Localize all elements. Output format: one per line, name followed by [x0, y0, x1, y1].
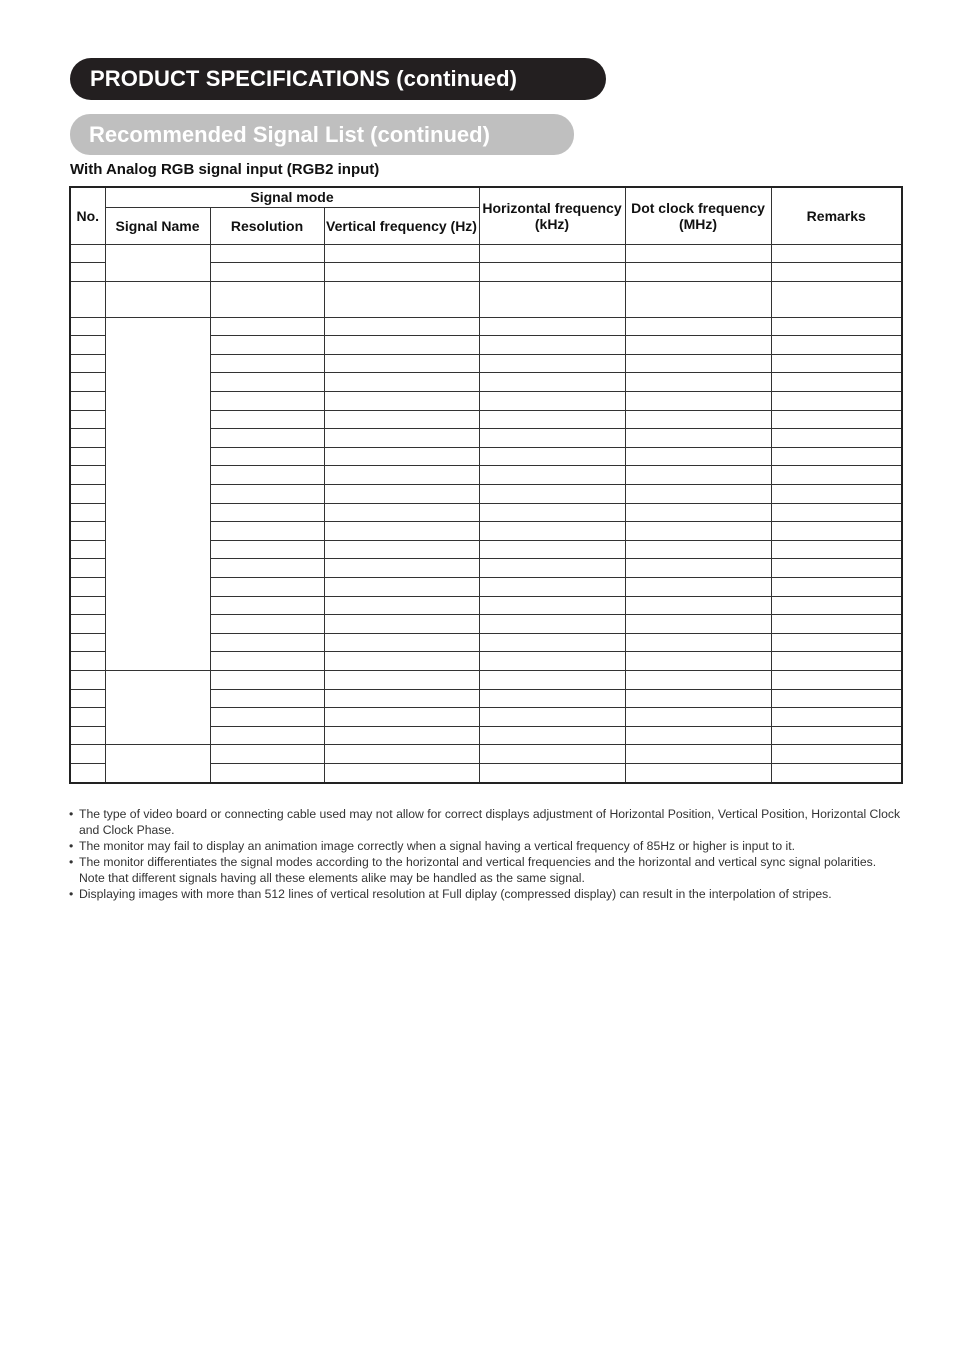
cell-resolution	[210, 670, 324, 689]
cell-vertical-frequency	[324, 281, 479, 317]
cell-dot-clock-frequency	[625, 466, 771, 485]
cell-remarks	[771, 485, 902, 504]
cell-dot-clock-frequency	[625, 708, 771, 727]
cell-remarks	[771, 281, 902, 317]
cell-no	[70, 708, 105, 727]
cell-horizontal-frequency	[479, 281, 625, 317]
bullet: •	[69, 807, 74, 821]
cell-dot-clock-frequency	[625, 410, 771, 429]
cell-horizontal-frequency	[479, 615, 625, 634]
cell-resolution	[210, 447, 324, 466]
cell-remarks	[771, 670, 902, 689]
cell-remarks	[771, 244, 902, 263]
cell-dot-clock-frequency	[625, 540, 771, 559]
cell-horizontal-frequency	[479, 373, 625, 392]
cell-resolution	[210, 485, 324, 504]
cell-no	[70, 578, 105, 597]
cell-remarks	[771, 615, 902, 634]
cell-vertical-frequency	[324, 578, 479, 597]
cell-no	[70, 615, 105, 634]
cell-dot-clock-frequency	[625, 726, 771, 745]
cell-vertical-frequency	[324, 429, 479, 448]
cell-remarks	[771, 354, 902, 373]
cell-resolution	[210, 763, 324, 782]
cell-resolution	[210, 317, 324, 336]
cell-horizontal-frequency	[479, 745, 625, 764]
cell-vertical-frequency	[324, 466, 479, 485]
cell-dot-clock-frequency	[625, 652, 771, 671]
cell-dot-clock-frequency	[625, 615, 771, 634]
cell-horizontal-frequency	[479, 726, 625, 745]
cell-vertical-frequency	[324, 633, 479, 652]
cell-horizontal-frequency	[479, 410, 625, 429]
header-resolution: Resolution	[210, 207, 324, 244]
note-item	[69, 806, 905, 838]
cell-dot-clock-frequency	[625, 317, 771, 336]
cell-remarks	[771, 689, 902, 708]
cell-horizontal-frequency	[479, 763, 625, 782]
table-row	[70, 670, 902, 689]
cell-dot-clock-frequency	[625, 336, 771, 355]
cell-signal-name	[105, 670, 210, 744]
cell-no	[70, 522, 105, 541]
cell-remarks	[771, 429, 902, 448]
cell-remarks	[771, 726, 902, 745]
cell-resolution	[210, 354, 324, 373]
cell-remarks	[771, 410, 902, 429]
cell-resolution	[210, 281, 324, 317]
note-item	[69, 854, 905, 886]
cell-dot-clock-frequency	[625, 447, 771, 466]
note-item	[69, 838, 905, 854]
cell-no	[70, 596, 105, 615]
cell-no	[70, 726, 105, 745]
cell-vertical-frequency	[324, 596, 479, 615]
table-row	[70, 281, 902, 317]
cell-signal-name	[105, 317, 210, 670]
cell-horizontal-frequency	[479, 522, 625, 541]
cell-resolution	[210, 559, 324, 578]
cell-remarks	[771, 540, 902, 559]
cell-vertical-frequency	[324, 354, 479, 373]
cell-resolution	[210, 410, 324, 429]
cell-horizontal-frequency	[479, 447, 625, 466]
note-text: The monitor may fail to display an animation image correctly when a signal having a vertical frequency of 85Hz or higher is input to it.	[79, 839, 796, 853]
cell-remarks	[771, 708, 902, 727]
cell-horizontal-frequency	[479, 578, 625, 597]
cell-remarks	[771, 373, 902, 392]
header-vertical-frequency: Vertical frequency (Hz)	[324, 207, 479, 244]
table-header	[70, 187, 902, 244]
cell-resolution	[210, 726, 324, 745]
cell-dot-clock-frequency	[625, 244, 771, 263]
cell-resolution	[210, 708, 324, 727]
cell-resolution	[210, 336, 324, 355]
cell-dot-clock-frequency	[625, 596, 771, 615]
cell-dot-clock-frequency	[625, 670, 771, 689]
cell-dot-clock-frequency	[625, 373, 771, 392]
table-row	[70, 244, 902, 263]
bullet: •	[69, 855, 74, 869]
cell-remarks	[771, 466, 902, 485]
cell-resolution	[210, 578, 324, 597]
cell-no	[70, 745, 105, 764]
note-text: The monitor differentiates the signal modes according to the horizontal and vertical frequencies and the horizontal and vertical sync signal polarities. Note that different signals having all these elements alike may be handled as the same signal.	[79, 855, 877, 885]
notes-list	[69, 806, 905, 902]
cell-no	[70, 633, 105, 652]
cell-horizontal-frequency	[479, 336, 625, 355]
cell-dot-clock-frequency	[625, 354, 771, 373]
cell-no	[70, 689, 105, 708]
cell-no	[70, 429, 105, 448]
cell-horizontal-frequency	[479, 392, 625, 411]
cell-horizontal-frequency	[479, 354, 625, 373]
header-signal-name: Signal Name	[105, 207, 210, 244]
cell-resolution	[210, 429, 324, 448]
cell-no	[70, 354, 105, 373]
header-horizontal-frequency: Horizontal frequency (kHz)	[479, 187, 625, 244]
section-title: PRODUCT SPECIFICATIONS (continued)	[90, 66, 518, 91]
table-row	[70, 317, 902, 336]
cell-remarks	[771, 447, 902, 466]
cell-horizontal-frequency	[479, 429, 625, 448]
cell-resolution	[210, 466, 324, 485]
cell-vertical-frequency	[324, 392, 479, 411]
cell-vertical-frequency	[324, 485, 479, 504]
cell-vertical-frequency	[324, 263, 479, 282]
section-title-banner	[70, 58, 606, 100]
cell-remarks	[771, 263, 902, 282]
cell-horizontal-frequency	[479, 485, 625, 504]
cell-dot-clock-frequency	[625, 745, 771, 764]
header-signal-mode: Signal mode	[105, 187, 479, 207]
cell-horizontal-frequency	[479, 540, 625, 559]
cell-horizontal-frequency	[479, 317, 625, 336]
cell-remarks	[771, 763, 902, 782]
cell-dot-clock-frequency	[625, 522, 771, 541]
cell-vertical-frequency	[324, 317, 479, 336]
note-item	[69, 886, 905, 902]
cell-resolution	[210, 689, 324, 708]
cell-horizontal-frequency	[479, 466, 625, 485]
table-body	[70, 244, 902, 783]
cell-no	[70, 244, 105, 263]
cell-vertical-frequency	[324, 522, 479, 541]
cell-remarks	[771, 522, 902, 541]
cell-vertical-frequency	[324, 745, 479, 764]
cell-dot-clock-frequency	[625, 633, 771, 652]
cell-remarks	[771, 503, 902, 522]
cell-vertical-frequency	[324, 763, 479, 782]
cell-horizontal-frequency	[479, 708, 625, 727]
cell-horizontal-frequency	[479, 633, 625, 652]
cell-remarks	[771, 559, 902, 578]
cell-no	[70, 263, 105, 282]
cell-vertical-frequency	[324, 708, 479, 727]
cell-horizontal-frequency	[479, 689, 625, 708]
cell-dot-clock-frequency	[625, 559, 771, 578]
cell-vertical-frequency	[324, 244, 479, 263]
cell-remarks	[771, 317, 902, 336]
cell-no	[70, 410, 105, 429]
cell-no	[70, 485, 105, 504]
cell-vertical-frequency	[324, 726, 479, 745]
header-no: No.	[70, 187, 105, 244]
cell-resolution	[210, 615, 324, 634]
table-caption: With Analog RGB signal input (RGB2 input)	[70, 161, 380, 178]
note-text: Displaying images with more than 512 lines of vertical resolution at Full diplay (compressed display) can result in the interpolation of stripes.	[79, 887, 832, 901]
cell-resolution	[210, 652, 324, 671]
cell-remarks	[771, 336, 902, 355]
cell-remarks	[771, 745, 902, 764]
cell-no	[70, 540, 105, 559]
cell-no	[70, 281, 105, 317]
cell-no	[70, 392, 105, 411]
cell-resolution	[210, 633, 324, 652]
cell-no	[70, 466, 105, 485]
signal-list-table	[69, 186, 903, 784]
cell-no	[70, 447, 105, 466]
cell-vertical-frequency	[324, 670, 479, 689]
cell-resolution	[210, 244, 324, 263]
cell-dot-clock-frequency	[625, 503, 771, 522]
cell-no	[70, 559, 105, 578]
cell-vertical-frequency	[324, 336, 479, 355]
cell-resolution	[210, 263, 324, 282]
cell-no	[70, 336, 105, 355]
cell-dot-clock-frequency	[625, 281, 771, 317]
header-remarks: Remarks	[771, 187, 902, 244]
cell-signal-name	[105, 745, 210, 783]
cell-dot-clock-frequency	[625, 392, 771, 411]
cell-vertical-frequency	[324, 652, 479, 671]
cell-remarks	[771, 652, 902, 671]
subsection-title: Recommended Signal List (continued)	[89, 121, 490, 147]
cell-resolution	[210, 522, 324, 541]
cell-remarks	[771, 578, 902, 597]
cell-vertical-frequency	[324, 615, 479, 634]
cell-no	[70, 317, 105, 336]
table-row	[70, 745, 902, 764]
cell-vertical-frequency	[324, 503, 479, 522]
cell-dot-clock-frequency	[625, 263, 771, 282]
subsection-title-banner	[70, 114, 574, 155]
cell-vertical-frequency	[324, 559, 479, 578]
cell-remarks	[771, 596, 902, 615]
cell-vertical-frequency	[324, 410, 479, 429]
cell-horizontal-frequency	[479, 670, 625, 689]
cell-horizontal-frequency	[479, 244, 625, 263]
cell-horizontal-frequency	[479, 263, 625, 282]
bullet: •	[69, 839, 74, 853]
cell-resolution	[210, 373, 324, 392]
header-dot-clock-frequency: Dot clock frequency (MHz)	[625, 187, 771, 244]
cell-no	[70, 652, 105, 671]
cell-horizontal-frequency	[479, 652, 625, 671]
cell-vertical-frequency	[324, 689, 479, 708]
cell-dot-clock-frequency	[625, 689, 771, 708]
cell-resolution	[210, 392, 324, 411]
cell-dot-clock-frequency	[625, 763, 771, 782]
cell-remarks	[771, 392, 902, 411]
cell-resolution	[210, 745, 324, 764]
bullet: •	[69, 887, 74, 901]
cell-horizontal-frequency	[479, 596, 625, 615]
cell-signal-name	[105, 244, 210, 281]
cell-vertical-frequency	[324, 540, 479, 559]
cell-dot-clock-frequency	[625, 578, 771, 597]
cell-no	[70, 670, 105, 689]
cell-horizontal-frequency	[479, 503, 625, 522]
cell-resolution	[210, 503, 324, 522]
cell-signal-name	[105, 281, 210, 317]
cell-resolution	[210, 540, 324, 559]
cell-remarks	[771, 633, 902, 652]
cell-horizontal-frequency	[479, 559, 625, 578]
cell-resolution	[210, 596, 324, 615]
cell-dot-clock-frequency	[625, 429, 771, 448]
note-text: The type of video board or connecting cable used may not allow for correct displays adjustment of Horizontal Position, Vertical Position, Horizontal Clock and Clock Phase.	[79, 807, 901, 837]
cell-vertical-frequency	[324, 373, 479, 392]
cell-vertical-frequency	[324, 447, 479, 466]
cell-no	[70, 373, 105, 392]
cell-no	[70, 763, 105, 782]
cell-dot-clock-frequency	[625, 485, 771, 504]
cell-no	[70, 503, 105, 522]
